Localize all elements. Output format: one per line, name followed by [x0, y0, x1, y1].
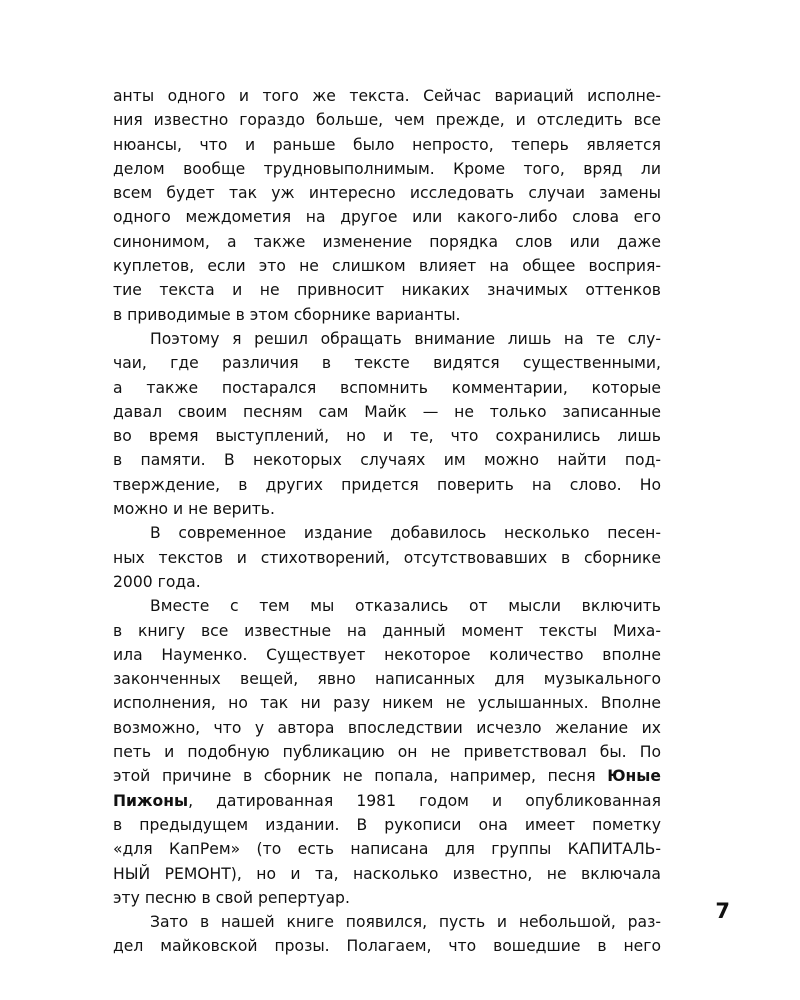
text-line: синонимом, а также изменение порядка слов или даже	[113, 232, 661, 251]
text-line: в книгу все известные на данный момент тексты Миха-	[113, 621, 661, 640]
text-line: исполнения, но так ни разу никем не услышанных. Вполне	[113, 694, 661, 713]
text-line: всем будет так уж интересно исследовать случаи замены	[113, 184, 661, 203]
text-line: Зато в нашей книге появился, пусть и небольшой, раз-	[150, 913, 661, 932]
text-line: Поэтому я решил обращать внимание лишь на те слу-	[150, 329, 661, 348]
text-line: Вместе с тем мы отказались от мысли включить	[150, 597, 661, 616]
text-line: тверждение, в других придется поверить на слово. Но	[113, 475, 661, 494]
text-line: во время выступлений, но и те, что сохранились лишь	[113, 427, 661, 446]
text-line: куплетов, если это не слишком влияет на общее восприя-	[113, 257, 661, 276]
text-line: НЫЙ РЕМОНТ), но и та, насколько известно, не включала	[113, 864, 661, 883]
text-line: возможно, что у автора впоследствии исчезло желание их	[113, 718, 661, 737]
text-line: в памяти. В некоторых случаях им можно найти под-	[113, 451, 661, 470]
text-line: ных текстов и стихотворений, отсутствовавших в сборнике	[113, 548, 661, 567]
text-line: делом вообще трудновыполнимым. Кроме того, вряд ли	[113, 159, 661, 178]
text-line	[113, 764, 661, 788]
text-line	[113, 789, 661, 813]
text-line: можно и не верить.	[113, 500, 275, 519]
text-line: ила Науменко. Существует некоторое количество вполне	[113, 645, 661, 664]
text-line: а также постарался вспомнить комментарии, которые	[113, 378, 661, 397]
song-title-bold: Юные	[607, 767, 661, 786]
text-line: 2000 года.	[113, 572, 201, 591]
body-text	[113, 84, 661, 959]
text-line: тие текста и не привносит никаких значимых оттенков	[113, 281, 661, 300]
text-line: давал своим песням сам Майк — не только записанные	[113, 402, 661, 421]
text-line: в предыдущем издании. В рукописи она имеет пометку	[113, 815, 661, 834]
text-line: петь и подобную публикацию он не приветствовал бы. По	[113, 743, 661, 762]
text-line: в приводимые в этом сборнике варианты.	[113, 305, 461, 324]
text-line: нюансы, что и раньше было непросто, теперь является	[113, 135, 661, 154]
text-line: одного междометия на другое или какого-либо слова его	[113, 208, 661, 227]
text-line: «для КапРем» (то есть написана для группы КАПИТАЛЬ-	[113, 840, 661, 859]
text-line: законченных вещей, явно написанных для музыкального	[113, 670, 661, 689]
song-title-bold: Пижоны	[113, 791, 189, 810]
text-segment: , датированная 1981 годом и опубликованная	[188, 791, 661, 810]
text-segment: этой причине в сборник не попала, например, песня	[113, 767, 596, 786]
text-line: чаи, где различия в тексте видятся существенными,	[113, 354, 661, 373]
text-line: ния известно гораздо больше, чем прежде, и отследить все	[113, 111, 661, 130]
text-line: дел майковской прозы. Полагаем, что вошедшие в него	[113, 937, 661, 956]
text-line: анты одного и того же текста. Сейчас вариаций исполне-	[113, 87, 661, 105]
page-number: 7	[715, 899, 730, 923]
text-line: эту песню в свой репертуар.	[113, 888, 350, 907]
text-line: В современное издание добавилось несколько песен-	[150, 524, 661, 543]
